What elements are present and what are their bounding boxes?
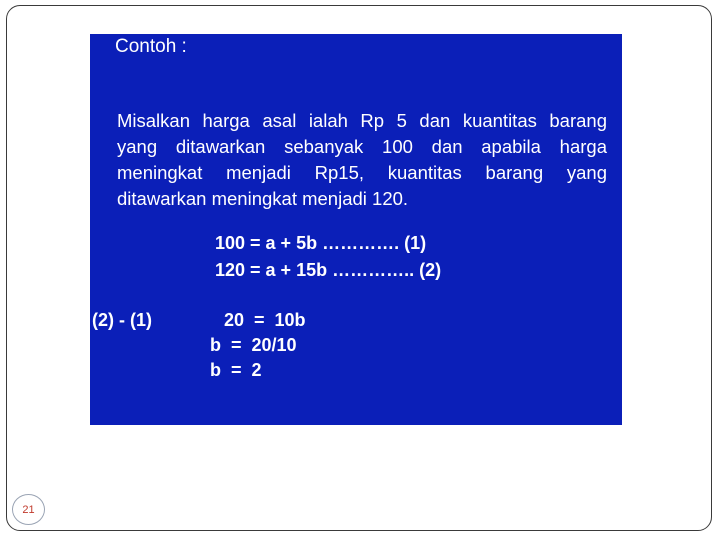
problem-paragraph bbox=[117, 108, 607, 212]
solution-step-3: b = 2 bbox=[210, 360, 262, 380]
paragraph-line: yang ditawarkan sebanyak 100 dan apabila harga bbox=[117, 136, 607, 157]
example-heading: Contoh : bbox=[115, 36, 187, 57]
solution-step-1: 20 = 10b bbox=[219, 310, 306, 330]
equation-2: 120 = a + 15b ………….. (2) bbox=[215, 260, 442, 280]
solution-step-2: b = 20/10 bbox=[210, 335, 297, 355]
subtraction-label: (2) - (1) bbox=[92, 310, 152, 330]
paragraph-line: ditawarkan meningkat menjadi 120. bbox=[117, 188, 409, 209]
paragraph-line: meningkat menjadi Rp15, kuantitas barang yang bbox=[117, 162, 607, 183]
equation-1: 100 = a + 5b …………. (1) bbox=[215, 233, 427, 253]
page-number-badge bbox=[12, 494, 45, 525]
page-number: 21 bbox=[22, 503, 35, 516]
content-panel bbox=[90, 34, 622, 425]
paragraph-line: Misalkan harga asal ialah Rp 5 dan kuantitas barang bbox=[117, 110, 607, 131]
